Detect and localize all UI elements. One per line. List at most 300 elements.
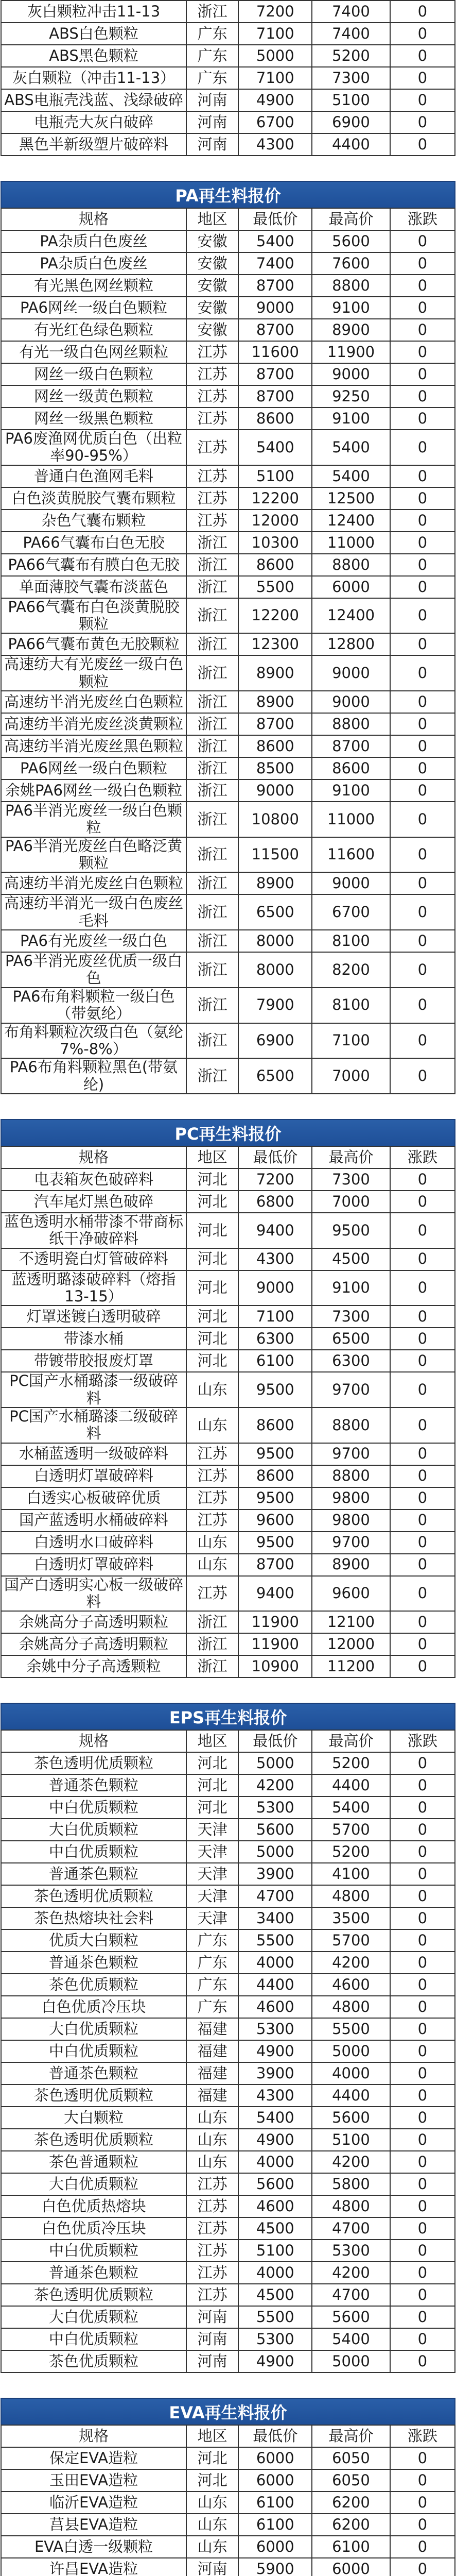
table-row <box>1 757 455 779</box>
max-price-cell: 9700 <box>312 1372 390 1408</box>
spec-cell: PA杂质白色废丝 <box>1 252 186 275</box>
max-price-cell: 11000 <box>312 802 390 837</box>
max-price-cell: 4800 <box>312 1996 390 2018</box>
change-cell: 0 <box>390 1863 455 1885</box>
spec-cell: PA66气囊布黄色无胶颗粒 <box>1 633 186 655</box>
region-cell: 河北 <box>186 1306 238 1328</box>
change-cell: 0 <box>390 2262 455 2284</box>
min-price-cell: 9500 <box>238 1487 312 1510</box>
spec-cell: 茶色透明优质颗粒 <box>1 1885 186 1907</box>
change-cell: 0 <box>390 1655 455 1677</box>
min-price-cell: 7900 <box>238 988 312 1023</box>
change-cell: 0 <box>390 252 455 275</box>
max-price-cell: 11000 <box>312 532 390 554</box>
change-cell: 0 <box>390 1952 455 1974</box>
spec-cell: 灰白颗粒（冲击11-13） <box>1 67 186 89</box>
max-price-cell: 9100 <box>312 297 390 319</box>
table-row <box>1 988 455 1023</box>
region-cell: 山东 <box>186 1408 238 1443</box>
spec-cell: PA66气囊布白色淡黄脱胶颗粒 <box>1 598 186 634</box>
region-cell: 江苏 <box>186 2173 238 2195</box>
max-price-cell: 11900 <box>312 341 390 363</box>
spec-cell: PA6布角料颗粒黑色(带氨纶) <box>1 1058 186 1094</box>
region-cell: 河北 <box>186 1774 238 1797</box>
change-cell: 0 <box>390 930 455 952</box>
min-price-cell: 8700 <box>238 275 312 297</box>
table-row <box>1 837 455 873</box>
max-price-cell: 8700 <box>312 735 390 757</box>
max-price-cell: 5500 <box>312 2018 390 2040</box>
header-row <box>1 1730 455 1752</box>
table-row <box>1 1974 455 1996</box>
region-cell: 浙江 <box>186 554 238 576</box>
region-cell: 安徽 <box>186 252 238 275</box>
change-cell: 0 <box>390 2350 455 2372</box>
min-price-cell: 4600 <box>238 2195 312 2217</box>
min-price-cell: 11500 <box>238 837 312 873</box>
min-price-cell: 3900 <box>238 2062 312 2084</box>
change-cell: 0 <box>390 757 455 779</box>
max-price-cell: 4700 <box>312 2284 390 2306</box>
table-row <box>1 1774 455 1797</box>
spec-cell: PA6有光废丝一级白色 <box>1 930 186 952</box>
column-header-region: 地区 <box>186 1146 238 1168</box>
spec-cell: 有光黑色网丝颗粒 <box>1 275 186 297</box>
region-cell: 江苏 <box>186 2284 238 2306</box>
region-cell: 河北 <box>186 1168 238 1191</box>
change-cell: 0 <box>390 1929 455 1952</box>
change-cell: 0 <box>390 319 455 341</box>
change-cell: 0 <box>390 2107 455 2129</box>
spec-cell: 大白优质颗粒 <box>1 2018 186 2040</box>
table-row <box>1 341 455 363</box>
max-price-cell: 7000 <box>312 1058 390 1094</box>
max-price-cell: 4400 <box>312 2084 390 2107</box>
min-price-cell: 7100 <box>238 67 312 89</box>
change-cell: 0 <box>390 2469 455 2492</box>
table-row <box>1 2469 455 2492</box>
change-cell: 0 <box>390 275 455 297</box>
spec-cell: PA杂质白色废丝 <box>1 230 186 252</box>
spec-cell: PC国产水桶璐漆二级破碎料 <box>1 1408 186 1443</box>
region-cell: 广东 <box>186 1974 238 1996</box>
region-cell: 江苏 <box>186 510 238 532</box>
min-price-cell: 11900 <box>238 1633 312 1655</box>
region-cell: 河南 <box>186 2558 238 2576</box>
region-cell: 河北 <box>186 2447 238 2469</box>
max-price-cell: 5200 <box>312 1752 390 1774</box>
header-row <box>1 1146 455 1168</box>
region-cell: 浙江 <box>186 633 238 655</box>
max-price-cell: 8900 <box>312 319 390 341</box>
column-header-region: 地区 <box>186 1730 238 1752</box>
max-price-cell: 9800 <box>312 1487 390 1510</box>
min-price-cell: 6100 <box>238 2492 312 2514</box>
spec-cell: PC国产水桶璐漆一级破碎料 <box>1 1372 186 1408</box>
region-cell: 浙江 <box>186 691 238 713</box>
table-row <box>1 1168 455 1191</box>
min-price-cell: 8600 <box>238 554 312 576</box>
spec-cell: 白色优质冷压块 <box>1 1996 186 2018</box>
change-cell: 0 <box>390 1023 455 1059</box>
table-row <box>1 319 455 341</box>
min-price-cell: 10800 <box>238 802 312 837</box>
max-price-cell: 9000 <box>312 691 390 713</box>
table-row <box>1 363 455 385</box>
table-row <box>1 2217 455 2240</box>
spec-cell: 普通茶色颗粒 <box>1 2262 186 2284</box>
min-price-cell: 8700 <box>238 363 312 385</box>
region-cell: 河北 <box>186 1350 238 1372</box>
min-price-cell: 8900 <box>238 655 312 691</box>
table-row <box>1 2447 455 2469</box>
min-price-cell: 5500 <box>238 2306 312 2328</box>
table-row <box>1 1907 455 1929</box>
region-cell: 河南 <box>186 2350 238 2372</box>
region-cell: 河北 <box>186 1797 238 1819</box>
min-price-cell: 5600 <box>238 1819 312 1841</box>
change-cell: 0 <box>390 633 455 655</box>
change-cell: 0 <box>390 45 455 67</box>
table-row <box>1 1655 455 1677</box>
region-cell: 浙江 <box>186 532 238 554</box>
min-price-cell: 12200 <box>238 487 312 510</box>
section-gap <box>0 1094 456 1119</box>
change-cell: 0 <box>390 408 455 430</box>
min-price-cell: 9500 <box>238 1372 312 1408</box>
max-price-cell: 9000 <box>312 872 390 894</box>
section-price-table <box>1 2425 455 2576</box>
change-cell: 0 <box>390 1443 455 1465</box>
column-header-min-price: 最低价 <box>238 208 312 230</box>
max-price-cell: 9250 <box>312 385 390 408</box>
spec-cell: 高速纺大有光废丝一级白色颗粒 <box>1 655 186 691</box>
max-price-cell: 5000 <box>312 2040 390 2062</box>
min-price-cell: 11900 <box>238 1611 312 1633</box>
table-row <box>1 1023 455 1059</box>
min-price-cell: 12000 <box>238 510 312 532</box>
max-price-cell: 5600 <box>312 230 390 252</box>
max-price-cell: 9000 <box>312 655 390 691</box>
spec-cell: 普通茶色颗粒 <box>1 1863 186 1885</box>
region-cell: 山东 <box>186 2151 238 2173</box>
region-cell: 江苏 <box>186 363 238 385</box>
min-price-cell: 5900 <box>238 2558 312 2576</box>
table-row <box>1 67 455 89</box>
table-row <box>1 2040 455 2062</box>
spec-cell: 中白优质颗粒 <box>1 2040 186 2062</box>
change-cell: 0 <box>390 1554 455 1576</box>
spec-cell: PA6网丝一级白色颗粒 <box>1 297 186 319</box>
min-price-cell: 9400 <box>238 1576 312 1612</box>
min-price-cell: 6000 <box>238 2469 312 2492</box>
change-cell: 0 <box>390 1819 455 1841</box>
max-price-cell: 7300 <box>312 1306 390 1328</box>
table-row <box>1 1576 455 1612</box>
change-cell: 0 <box>390 952 455 988</box>
spec-cell: 蓝色透明水桶带漆不带商标纸干净破碎料 <box>1 1213 186 1248</box>
max-price-cell: 12000 <box>312 1633 390 1655</box>
change-cell: 0 <box>390 713 455 735</box>
spec-cell: 有光一级白色网丝颗粒 <box>1 341 186 363</box>
min-price-cell: 4400 <box>238 1974 312 1996</box>
change-cell: 0 <box>390 1270 455 1306</box>
region-cell: 浙江 <box>186 598 238 634</box>
table-row <box>1 1443 455 1465</box>
spec-cell: EVA白透一级颗粒 <box>1 2536 186 2558</box>
column-header-spec: 规格 <box>1 1146 186 1168</box>
table-row <box>1 2514 455 2536</box>
min-price-cell: 5300 <box>238 2018 312 2040</box>
min-price-cell: 8600 <box>238 1408 312 1443</box>
max-price-cell: 8800 <box>312 554 390 576</box>
table-row <box>1 1797 455 1819</box>
max-price-cell: 5300 <box>312 2240 390 2262</box>
table-row <box>1 275 455 297</box>
table-row <box>1 1863 455 1885</box>
min-price-cell: 8600 <box>238 1465 312 1487</box>
max-price-cell: 4800 <box>312 1885 390 1907</box>
region-cell: 浙江 <box>186 802 238 837</box>
table-row <box>1 2173 455 2195</box>
column-header-spec: 规格 <box>1 2425 186 2447</box>
max-price-cell: 4500 <box>312 1248 390 1270</box>
table-row <box>1 2328 455 2350</box>
table-row <box>1 872 455 894</box>
region-cell: 江苏 <box>186 2240 238 2262</box>
max-price-cell: 5700 <box>312 1929 390 1952</box>
region-cell: 浙江 <box>186 576 238 598</box>
change-cell: 0 <box>390 2173 455 2195</box>
spec-cell: 大白颗粒 <box>1 2107 186 2129</box>
region-cell: 浙江 <box>186 1633 238 1655</box>
min-price-cell: 7200 <box>238 1168 312 1191</box>
max-price-cell: 12400 <box>312 598 390 634</box>
max-price-cell: 8100 <box>312 930 390 952</box>
spec-cell: 普通茶色颗粒 <box>1 1774 186 1797</box>
min-price-cell: 6100 <box>238 2514 312 2536</box>
change-cell: 0 <box>390 2018 455 2040</box>
spec-cell: 余姚高分子高透明颗粒 <box>1 1633 186 1655</box>
table-row <box>1 1532 455 1554</box>
table-row <box>1 598 455 634</box>
min-price-cell: 5000 <box>238 1841 312 1863</box>
table-row <box>1 532 455 554</box>
region-cell: 河北 <box>186 1213 238 1248</box>
max-price-cell: 4800 <box>312 2195 390 2217</box>
region-cell: 浙江 <box>186 1611 238 1633</box>
spec-cell: 国产蓝透明水桶破碎料 <box>1 1510 186 1532</box>
spec-cell: 茶色透明优质颗粒 <box>1 2084 186 2107</box>
max-price-cell: 6300 <box>312 1350 390 1372</box>
region-cell: 浙江 <box>186 1058 238 1094</box>
max-price-cell: 8900 <box>312 1554 390 1576</box>
section-title: EVA再生料报价 <box>1 2398 455 2425</box>
table-row <box>1 385 455 408</box>
spec-cell: PA6布角料颗粒一级白色（带氨纶） <box>1 988 186 1023</box>
min-price-cell: 9600 <box>238 1510 312 1532</box>
min-price-cell: 7100 <box>238 23 312 45</box>
region-cell: 江苏 <box>186 2217 238 2240</box>
change-cell: 0 <box>390 2558 455 2576</box>
section-gap <box>0 156 456 181</box>
spec-cell: 灰白颗粒冲击11-13 <box>1 1 186 23</box>
change-cell: 0 <box>390 465 455 487</box>
table-row <box>1 133 455 156</box>
region-cell: 浙江 <box>186 952 238 988</box>
min-price-cell: 8900 <box>238 872 312 894</box>
spec-cell: PA66气囊布有膜白色无胶 <box>1 554 186 576</box>
spec-cell: 高速纺半消光废丝白色颗粒 <box>1 691 186 713</box>
change-cell: 0 <box>390 655 455 691</box>
table-row <box>1 1372 455 1408</box>
region-cell: 河北 <box>186 1191 238 1213</box>
table-row <box>1 1191 455 1213</box>
change-cell: 0 <box>390 1213 455 1248</box>
max-price-cell: 9800 <box>312 1510 390 1532</box>
max-price-cell: 8100 <box>312 988 390 1023</box>
change-cell: 0 <box>390 1306 455 1328</box>
table-row <box>1 510 455 532</box>
column-header-max-price: 最高价 <box>312 1730 390 1752</box>
max-price-cell: 11600 <box>312 837 390 873</box>
region-cell: 浙江 <box>186 930 238 952</box>
min-price-cell: 8600 <box>238 735 312 757</box>
max-price-cell: 8600 <box>312 757 390 779</box>
max-price-cell: 6000 <box>312 576 390 598</box>
change-cell: 0 <box>390 1372 455 1408</box>
spec-cell: 网丝一级白色颗粒 <box>1 363 186 385</box>
change-cell: 0 <box>390 1611 455 1633</box>
spec-cell: 保定EVA造粒 <box>1 2447 186 2469</box>
table-row <box>1 2306 455 2328</box>
min-price-cell: 4300 <box>238 2084 312 2107</box>
region-cell: 浙江 <box>186 837 238 873</box>
change-cell: 0 <box>390 1774 455 1797</box>
spec-cell: 白透明水口破碎料 <box>1 1532 186 1554</box>
spec-cell: PA6半消光废丝一级白色颗粒 <box>1 802 186 837</box>
max-price-cell: 5100 <box>312 89 390 111</box>
max-price-cell: 5600 <box>312 2306 390 2328</box>
change-cell: 0 <box>390 1885 455 1907</box>
region-cell: 河南 <box>186 2306 238 2328</box>
spec-cell: PA6网丝一级白色颗粒 <box>1 757 186 779</box>
region-cell: 广东 <box>186 23 238 45</box>
table-row <box>1 713 455 735</box>
section-gap <box>0 2373 456 2398</box>
section-table-body <box>1 208 455 1094</box>
spec-cell: PA6半消光废丝优质一级白色 <box>1 952 186 988</box>
min-price-cell: 9500 <box>238 1532 312 1554</box>
region-cell: 河南 <box>186 133 238 156</box>
min-price-cell: 7100 <box>238 1306 312 1328</box>
table-row <box>1 2536 455 2558</box>
max-price-cell: 5100 <box>312 2129 390 2151</box>
min-price-cell: 5500 <box>238 1929 312 1952</box>
max-price-cell: 5400 <box>312 430 390 465</box>
region-cell: 江苏 <box>186 341 238 363</box>
region-cell: 福建 <box>186 2084 238 2107</box>
min-price-cell: 5100 <box>238 2240 312 2262</box>
table-row <box>1 2240 455 2262</box>
min-price-cell: 9400 <box>238 1213 312 1248</box>
min-price-cell: 8000 <box>238 930 312 952</box>
spec-cell: 电表箱灰色破碎料 <box>1 1168 186 1191</box>
change-cell: 0 <box>390 510 455 532</box>
min-price-cell: 6500 <box>238 894 312 930</box>
min-price-cell: 4700 <box>238 1885 312 1907</box>
min-price-cell: 5000 <box>238 45 312 67</box>
min-price-cell: 5000 <box>238 1752 312 1774</box>
max-price-cell: 7600 <box>312 252 390 275</box>
region-cell: 山东 <box>186 1532 238 1554</box>
region-cell: 天津 <box>186 1907 238 1929</box>
min-price-cell: 6000 <box>238 2536 312 2558</box>
sections-container <box>0 156 456 2576</box>
min-price-cell: 5400 <box>238 230 312 252</box>
section-table-body <box>1 1730 455 2372</box>
max-price-cell: 9700 <box>312 1532 390 1554</box>
change-cell: 0 <box>390 2447 455 2469</box>
region-cell: 江苏 <box>186 2195 238 2217</box>
spec-cell: 大白优质颗粒 <box>1 1819 186 1841</box>
table-row <box>1 1465 455 1487</box>
region-cell: 浙江 <box>186 757 238 779</box>
table-row <box>1 252 455 275</box>
min-price-cell: 8000 <box>238 952 312 988</box>
table-row <box>1 1952 455 1974</box>
max-price-cell: 7400 <box>312 1 390 23</box>
column-header-change: 涨跌 <box>390 2425 455 2447</box>
min-price-cell: 4300 <box>238 1248 312 1270</box>
region-cell: 河北 <box>186 1270 238 1306</box>
change-cell: 0 <box>390 1168 455 1191</box>
min-price-cell: 5500 <box>238 576 312 598</box>
table-row <box>1 1752 455 1774</box>
max-price-cell: 11200 <box>312 1655 390 1677</box>
change-cell: 0 <box>390 1 455 23</box>
column-header-min-price: 最低价 <box>238 1146 312 1168</box>
max-price-cell: 6900 <box>312 111 390 133</box>
change-cell: 0 <box>390 67 455 89</box>
header-row <box>1 2425 455 2447</box>
region-cell: 浙江 <box>186 779 238 802</box>
table-row <box>1 45 455 67</box>
max-price-cell: 5400 <box>312 2328 390 2350</box>
change-cell: 0 <box>390 2306 455 2328</box>
spec-cell: 白透实心板破碎优质 <box>1 1487 186 1510</box>
table-row <box>1 576 455 598</box>
table-row <box>1 1487 455 1510</box>
change-cell: 0 <box>390 341 455 363</box>
region-cell: 江苏 <box>186 1576 238 1612</box>
min-price-cell: 9000 <box>238 1270 312 1306</box>
table-row <box>1 111 455 133</box>
region-cell: 浙江 <box>186 713 238 735</box>
table-row <box>1 23 455 45</box>
spec-cell: 带镀带胶报废灯罩 <box>1 1350 186 1372</box>
table-row <box>1 633 455 655</box>
min-price-cell: 6500 <box>238 1058 312 1094</box>
max-price-cell: 5200 <box>312 45 390 67</box>
change-cell: 0 <box>390 89 455 111</box>
min-price-cell: 4500 <box>238 2217 312 2240</box>
max-price-cell: 4200 <box>312 2262 390 2284</box>
region-cell: 安徽 <box>186 230 238 252</box>
change-cell: 0 <box>390 1350 455 1372</box>
spec-cell: 白色优质冷压块 <box>1 2217 186 2240</box>
max-price-cell: 9600 <box>312 1576 390 1612</box>
